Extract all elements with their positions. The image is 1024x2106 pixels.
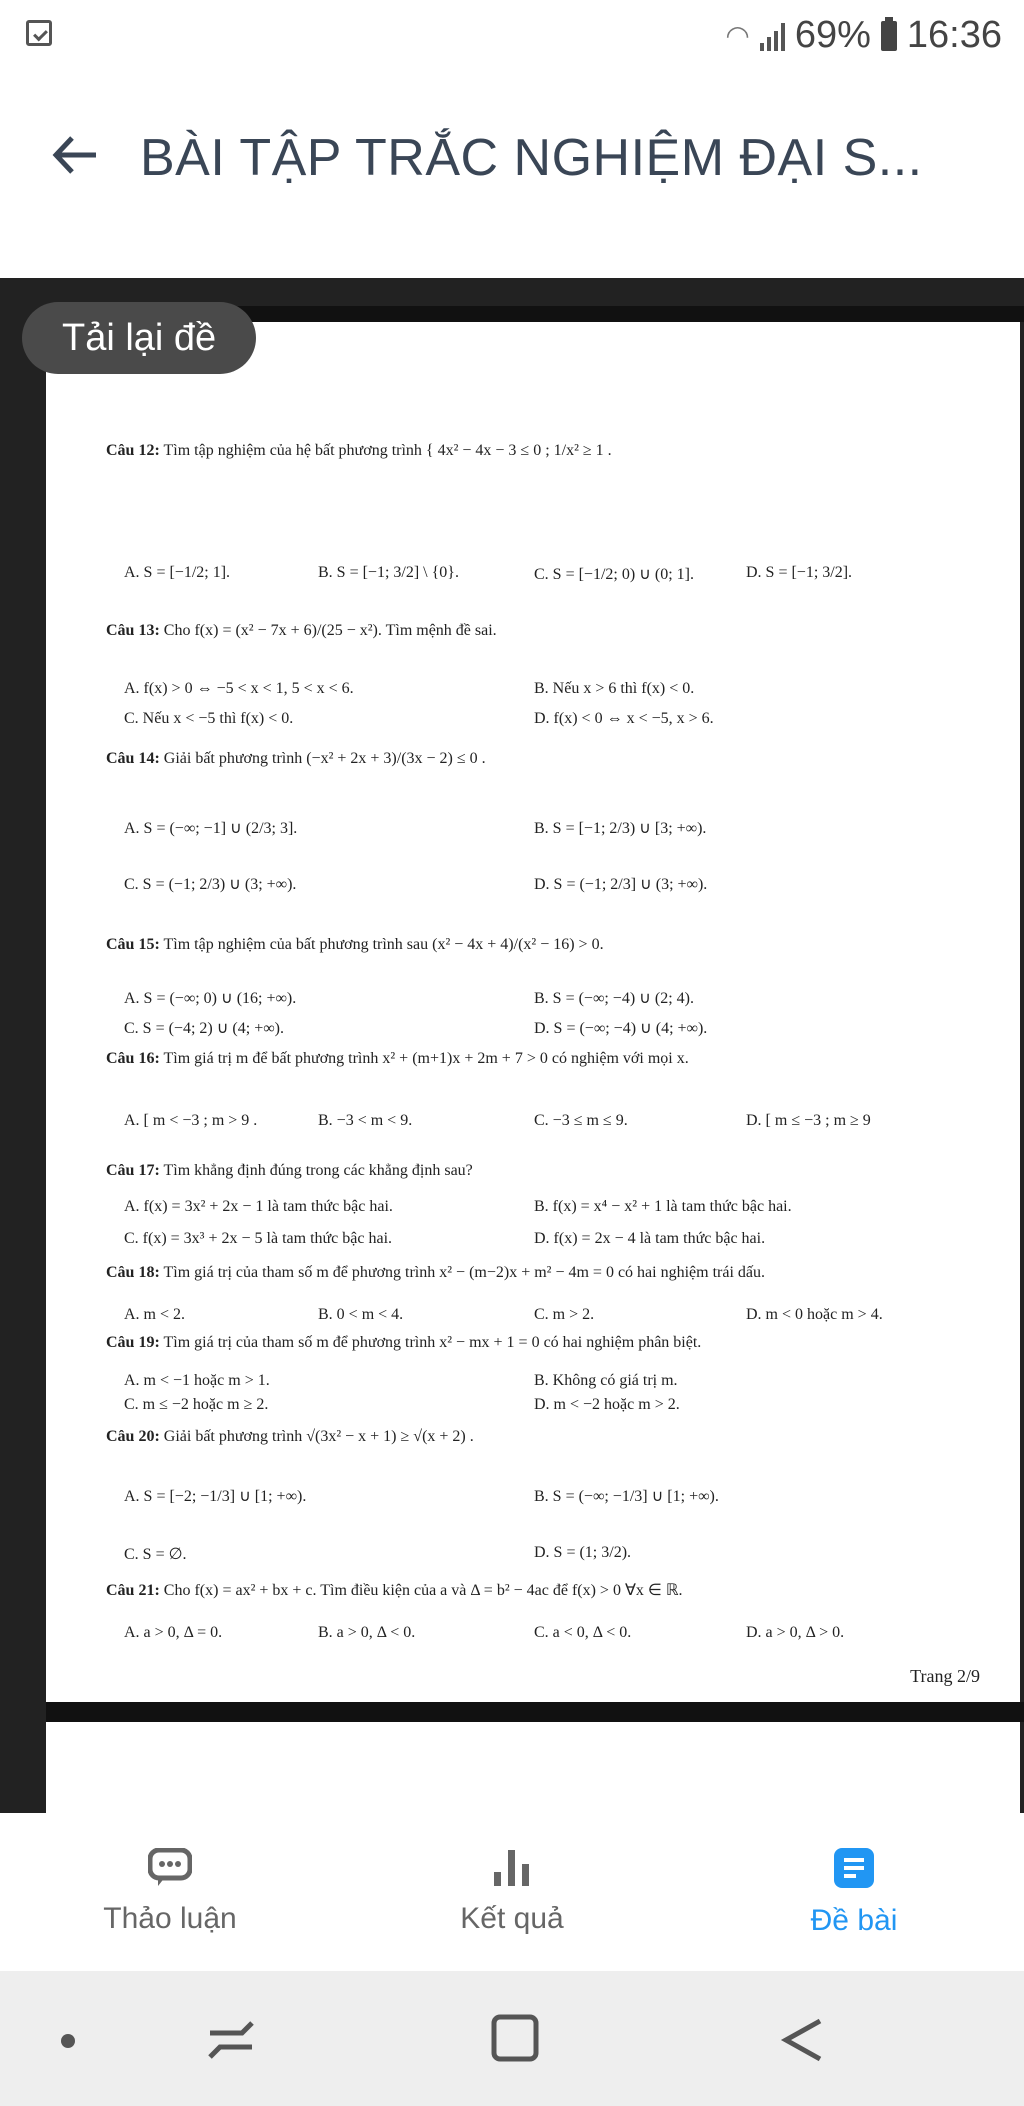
reload-exam-button[interactable]: Tải lại đề — [22, 302, 256, 374]
home-icon[interactable] — [490, 2013, 540, 2063]
option-c: C. S = (−1; 2/3) ∪ (3; +∞). — [124, 876, 297, 893]
bar-chart-icon — [490, 1848, 534, 1888]
tab-results[interactable] — [402, 1813, 622, 1971]
signal-icon — [760, 21, 785, 51]
option-b: B. f(x) = x⁴ − x² + 1 là tam thức bậc hai. — [534, 1198, 792, 1215]
question-17: Câu 17: Tìm khẳng định đúng trong các khẳng định sau? — [106, 1162, 473, 1179]
battery-percent: 69% — [794, 14, 871, 56]
option-b: B. −3 < m < 9. — [318, 1112, 413, 1129]
option-d: D. m < 0 hoặc m > 4. — [746, 1306, 883, 1323]
dot-icon — [58, 2031, 78, 2051]
option-c: C. S = (−4; 2) ∪ (4; +∞). — [124, 1020, 284, 1037]
page-number: Trang 2/9 — [910, 1666, 980, 1686]
status-bar — [0, 0, 1024, 70]
tab-discussion[interactable] — [60, 1813, 280, 1971]
option-c: C. f(x) = 3x³ + 2x − 5 là tam thức bậc hai. — [124, 1230, 393, 1247]
option-a: A. a > 0, Δ = 0. — [124, 1624, 223, 1641]
option-b: B. a > 0, Δ < 0. — [318, 1624, 416, 1641]
option-c: C. m ≤ −2 hoặc m ≥ 2. — [124, 1396, 269, 1413]
option-d: D. S = (−∞; −4) ∪ (4; +∞). — [534, 1020, 708, 1037]
bottom-navigation — [0, 1813, 1024, 1971]
system-navigation-bar — [0, 1971, 1024, 2106]
document-viewer[interactable] — [0, 278, 1024, 1813]
option-a: A. [ m < −3 ; m > 9 . — [124, 1112, 258, 1129]
option-c: C. S = [−1/2; 0) ∪ (0; 1]. — [534, 566, 694, 583]
option-d: D. f(x) = 2x − 4 là tam thức bậc hai. — [534, 1230, 766, 1247]
back-arrow-icon[interactable] — [50, 130, 100, 180]
option-b: B. S = (−∞; −4) ∪ (2; 4). — [534, 990, 694, 1007]
question-12: Câu 12: Tìm tập nghiệm của hệ bất phương trình { 4x² − 4x − 3 ≤ 0 ; 1/x² ≥ 1 . — [106, 442, 612, 459]
document-page — [46, 322, 1020, 1702]
option-c: C. S = ∅. — [124, 1546, 187, 1563]
option-a: A. f(x) = 3x² + 2x − 1 là tam thức bậc hai. — [124, 1198, 393, 1215]
question-20: Câu 20: Giải bất phương trình √(3x² − x + 1) ≥ √(x + 2) . — [106, 1428, 474, 1445]
option-c: C. m > 2. — [534, 1306, 595, 1323]
option-d: D. S = (1; 3/2). — [534, 1544, 632, 1561]
option-a: A. m < −1 hoặc m > 1. — [124, 1372, 270, 1389]
option-b: B. S = [−1; 3/2] \ {0}. — [318, 564, 459, 581]
page-title: BÀI TẬP TRẮC NGHIỆM ĐẠI S... — [140, 129, 923, 187]
option-a: A. S = (−∞; 0) ∪ (16; +∞). — [124, 990, 297, 1007]
option-a: A. S = (−∞; −1] ∪ (2/3; 3]. — [124, 820, 298, 837]
option-b: B. Nếu x > 6 thì f(x) < 0. — [534, 680, 695, 697]
question-15: Câu 15: Tìm tập nghiệm của bất phương trình sau (x² − 4x + 4)/(x² − 16) > 0. — [106, 936, 604, 953]
tab-label: Kết quả — [460, 1902, 564, 1935]
next-page — [46, 1722, 1020, 1813]
option-d: D. S = [−1; 3/2]. — [746, 564, 853, 581]
tab-label: Thảo luận — [103, 1902, 237, 1935]
option-b: B. S = [−1; 2/3) ∪ [3; +∞). — [534, 820, 707, 837]
tab-exam[interactable] — [744, 1813, 964, 1971]
option-b: B. 0 < m < 4. — [318, 1306, 404, 1323]
question-13: Câu 13: Cho f(x) = (x² − 7x + 6)/(25 − x²). Tìm mệnh đề sai. — [106, 622, 497, 639]
back-icon[interactable] — [778, 2015, 828, 2065]
battery-icon — [881, 21, 897, 51]
download-notification-icon — [26, 20, 52, 46]
tab-label: Đề bài — [810, 1904, 898, 1937]
option-a: A. S = [−2; −1/3] ∪ [1; +∞). — [124, 1488, 307, 1505]
option-a: A. f(x) > 0 ⇔ −5 < x < 1, 5 < x < 6. — [124, 680, 354, 697]
question-18: Câu 18: Tìm giá trị của tham số m để phương trình x² − (m−2)x + m² − 4m = 0 có hai nghiệm trái dấu. — [106, 1264, 766, 1281]
option-c: C. −3 ≤ m ≤ 9. — [534, 1112, 628, 1129]
chat-bubble-icon — [148, 1848, 192, 1888]
option-c: C. Nếu x < −5 thì f(x) < 0. — [124, 710, 294, 727]
question-14: Câu 14: Giải bất phương trình (−x² + 2x + 3)/(3x − 2) ≤ 0 . — [106, 750, 486, 767]
option-c: C. a < 0, Δ < 0. — [534, 1624, 632, 1641]
question-19: Câu 19: Tìm giá trị của tham số m để phương trình x² − mx + 1 = 0 có hai nghiệm phân biệt. — [106, 1334, 702, 1351]
option-a: A. S = [−1/2; 1]. — [124, 564, 231, 581]
question-16: Câu 16: Tìm giá trị m để bất phương trình x² + (m+1)x + 2m + 7 > 0 có nghiệm với mọi x. — [106, 1050, 689, 1067]
option-d: D. m < −2 hoặc m > 2. — [534, 1396, 680, 1413]
document-icon — [832, 1846, 876, 1890]
option-a: A. m < 2. — [124, 1306, 186, 1323]
option-d: D. a > 0, Δ > 0. — [746, 1624, 845, 1641]
status-indicators — [725, 14, 1002, 57]
option-b: B. Không có giá trị m. — [534, 1372, 678, 1389]
recent-apps-icon[interactable] — [206, 2015, 256, 2065]
question-21: Câu 21: Cho f(x) = ax² + bx + c. Tìm điều kiện của a và Δ = b² − 4ac để f(x) > 0 ∀x ∈ ℝ. — [106, 1582, 683, 1599]
option-d: D. S = (−1; 2/3] ∪ (3; +∞). — [534, 876, 708, 893]
clock: 16:36 — [906, 14, 1002, 56]
option-b: B. S = (−∞; −1/3] ∪ [1; +∞). — [534, 1488, 719, 1505]
option-d: D. [ m ≤ −3 ; m ≥ 9 — [746, 1112, 871, 1129]
page-separator — [46, 1702, 1024, 1722]
option-d: D. f(x) < 0 ⇔ x < −5, x > 6. — [534, 710, 714, 727]
wifi-icon: ◠ — [725, 20, 750, 51]
